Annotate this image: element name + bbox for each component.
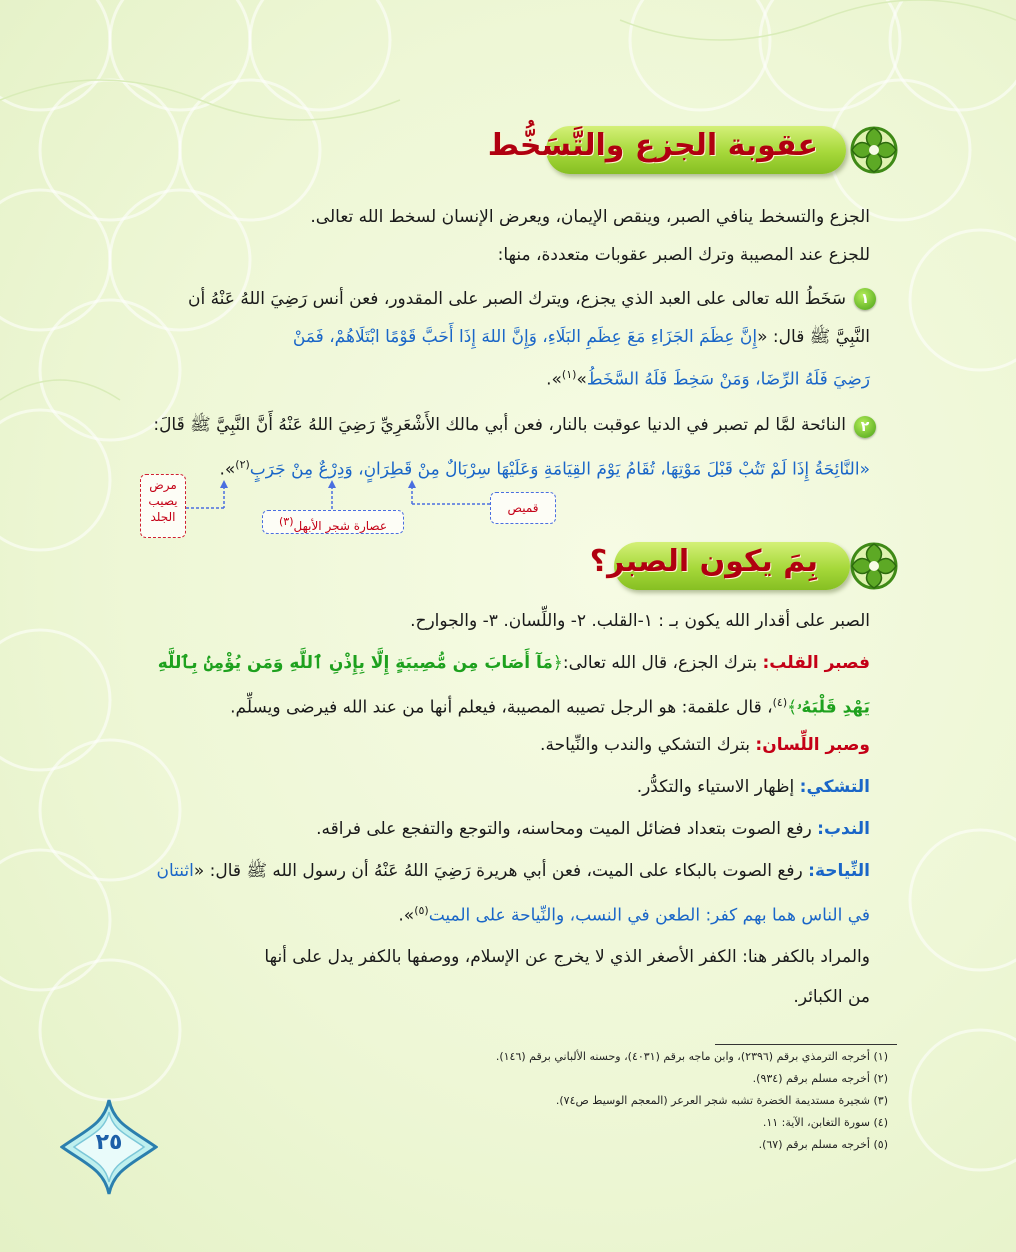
section2-title: بِمَ يكون الصبر؟ xyxy=(589,544,818,579)
item2-line1: النائحة لمَّا لم تصبر في الدنيا عوقبت بالنار، فعن أبي مالك الأَشْعَرِيِّ رَضِيَ اللهُ عَنْهُ أَنَّ النَّبِيَّ ﷺ قَالَ: xyxy=(153,415,846,435)
wail-line2 xyxy=(398,896,870,931)
tongue-label: وصبر اللِّسان: xyxy=(755,735,870,755)
label-resin xyxy=(262,510,404,534)
item1-line2-prefix: النَّبِيَّ ﷺ قال: « xyxy=(757,327,870,347)
label-shirt xyxy=(490,492,556,524)
section2-intro: الصبر على أقدار الله يكون بـ : ١-القلب. ٢- واللِّسان. ٣- والجوارح. xyxy=(410,611,870,631)
wail-hadith2: في الناس هما بهم كفر: الطعن في النسب، والنِّياحة على الميت xyxy=(428,905,870,926)
heart-line1 xyxy=(158,648,870,678)
footnote-3: (٣) شجيرة مستديمة الخضرة تشبه شجر العرعر (المعجم الوسيط ص٧٤). xyxy=(555,1094,888,1107)
meaning-line1: والمراد بالكفر هنا: الكفر الأصغر الذي لا يخرج عن الإسلام، ووصفها بالكفر يدل على أنها xyxy=(264,947,870,967)
item1-quote-close: » xyxy=(576,369,587,390)
lament-label: الندب: xyxy=(817,819,870,839)
item1-line3 xyxy=(546,360,870,395)
section2-header xyxy=(589,534,904,598)
wail-text: رفع الصوت بالبكاء على الميت، فعن أبي هريرة رَضِيَ اللهُ عَنْهُ أن رسول الله ﷺ قال: « xyxy=(193,861,803,881)
section1-lead: للجزع عند المصيبة وترك الصبر عقوبات متعددة، منها: xyxy=(497,245,870,265)
complain-text: إظهار الاستياء والتكدُّر. xyxy=(636,777,795,797)
item2-end: ». xyxy=(219,459,236,480)
label-disease xyxy=(140,474,186,538)
tongue-text: بترك التشكي والندب والنِّياحة. xyxy=(540,735,751,755)
heart-verse2: يَهْدِ قَلْبَهُۥ xyxy=(797,697,870,718)
meaning-line2: من الكبائر. xyxy=(793,987,870,1007)
section1-intro: الجزع والتسخط ينافي الصبر، وينقص الإيمان، ويعرض الإنسان لسخط الله تعالى. xyxy=(310,207,870,227)
footnote-5: (٥) أخرجه مسلم برقم (٦٧). xyxy=(758,1138,888,1151)
wail-label: النِّياحة: xyxy=(808,861,870,881)
item1-line2 xyxy=(293,322,870,352)
wail-end: ». xyxy=(398,905,415,926)
section1-title: عقوبة الجزع والتَّسَخُّط xyxy=(487,128,818,163)
footnote-divider xyxy=(715,1044,897,1045)
item1-line1: سَخَطُ الله تعالى على العبد الذي يجزع، ويترك الصبر على المقدور، فعن أنس رَضِيَ اللهُ عَنْهُ أن xyxy=(187,289,846,309)
footnote-ref-1: (١) xyxy=(561,368,577,381)
heart-line2 xyxy=(230,688,870,723)
item1-end: ». xyxy=(546,369,562,390)
footnote-ref-4: (٤) xyxy=(772,696,788,709)
complain-line xyxy=(637,772,870,802)
label-resin-text: عصارة شجر الأبهل xyxy=(293,519,387,533)
heart-rest: ، قال علقمة: هو الرجل تصيبه المصيبة، فيعلم أنها من عند الله فيرضى ويسلِّم. xyxy=(230,697,773,718)
heart-text: بترك الجزع، قال الله تعالى: xyxy=(562,653,758,673)
heart-label: فصبر القلب: xyxy=(762,653,870,673)
tongue-line xyxy=(540,730,870,760)
footnote-ref-3: (٣) xyxy=(278,515,294,528)
item1-hadith-part2: رَضِيَ فَلَهُ الرِّضَا، وَمَنْ سَخِطَ فَلَهُ السَّخَطُ xyxy=(586,369,870,390)
heart-verse-open: ﴿ xyxy=(552,653,563,673)
item2-hadith-text: «النَّائِحَةُ إِذَا لَمْ تَتُبْ قَبْلَ مَوْتِهَا، تُقَامُ يَوْمَ القِيَامَةِ وَعَلَيْهَا سِرْبَالٌ مِنْ قَطِرَانٍ، وَدِرْعٌ مِنْ جَرَبٍ xyxy=(249,459,870,480)
wail-line1 xyxy=(156,856,870,886)
complain-label: التشكي: xyxy=(799,777,870,797)
footnote-1: (١) أخرجه الترمذي برقم (٢٣٩٦)، وابن ماجه برقم (٤٠٣١)، وحسنه الألباني برقم (١٤٦). xyxy=(495,1050,888,1063)
footnote-4: (٤) سورة التغابن، الآية: ١١. xyxy=(762,1116,888,1129)
header-ornament-icon xyxy=(838,534,904,598)
footnote-ref-5: (٥) xyxy=(414,904,429,917)
section1-header xyxy=(487,118,904,182)
header-ornament-icon xyxy=(838,118,904,182)
lament-line xyxy=(316,814,870,844)
lament-text: رفع الصوت بتعداد فضائل الميت ومحاسنه، والتوجع والتفجع على فراقه. xyxy=(316,819,812,839)
item2-number: ٢ xyxy=(854,416,876,438)
heart-verse: مَآ أَصَابَ مِن مُّصِيبَةٍ إِلَّا بِإِذْنِ ٱللَّهِ وَمَن يُؤْمِنۢ بِٱللَّهِ xyxy=(157,653,553,673)
label-disease-text: مرض يصيب الجلد xyxy=(148,478,178,524)
wail-hadith1: اثنتان xyxy=(156,861,194,881)
item1-number: ١ xyxy=(854,288,876,310)
item1-hadith-part1: إِنَّ عِظَمَ الجَزَاءِ مَعَ عِظَمِ البَلَاءِ، وَإِنَّ اللهَ إِذَا أَحَبَّ قَوْمًا ابْتَلَاهُمْ، فَمَنْ xyxy=(292,327,758,347)
heart-verse-close: ﴾ xyxy=(787,697,798,718)
page-number: ٢٥ xyxy=(95,1130,123,1155)
footnote-ref-2: (٢) xyxy=(235,458,250,471)
label-shirt-text: قميص xyxy=(507,501,539,515)
footnote-2: (٢) أخرجه مسلم برقم (٩٣٤). xyxy=(752,1072,888,1085)
